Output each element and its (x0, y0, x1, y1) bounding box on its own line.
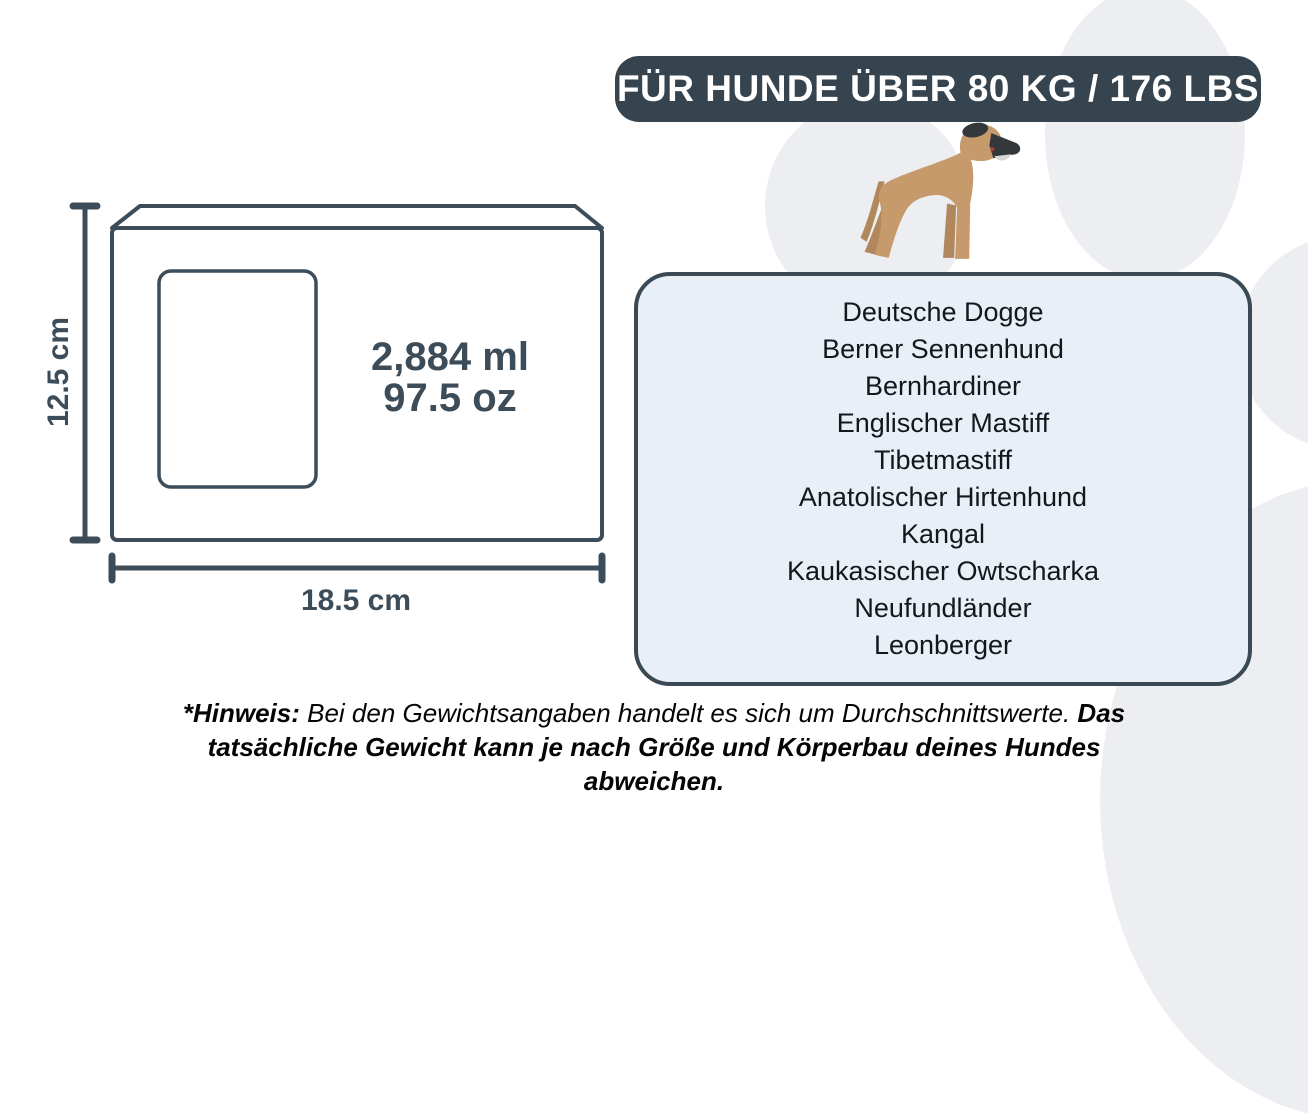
width-dimension-label: 18.5 cm (300, 584, 412, 617)
breed-list-item: Berner Sennenhund (822, 334, 1064, 364)
note-body: Bei den Gewichtsangaben handelt es sich um Durchschnittswerte. (299, 698, 1078, 728)
container-top-face (112, 206, 602, 228)
height-dimension-label: 12.5 cm (42, 316, 75, 428)
dog-muzzle (989, 133, 1020, 158)
container-window (159, 271, 316, 487)
breed-list-item: Bernhardiner (864, 371, 1022, 401)
breed-list-item: Anatolischer Hirtenhund (798, 482, 1088, 512)
note-prefix: *Hinweis: (182, 698, 300, 728)
volume-ml-label: 2,884 ml (371, 335, 529, 379)
note-suffix: Das tatsächliche Gewicht kann je nach Größe und Körperbau deines Hundes abweichen. (207, 698, 1126, 796)
breed-list-box (634, 272, 1252, 686)
volume-label (340, 337, 560, 419)
note-text (154, 696, 1154, 798)
breed-list-item: Kangal (900, 519, 986, 549)
breed-list-item: Deutsche Dogge (842, 297, 1044, 327)
volume-oz-label: 97.5 oz (383, 376, 517, 420)
breed-list-item: Neufundländer (854, 593, 1032, 623)
breed-list-item: Kaukasischer Owtscharka (786, 556, 1100, 586)
dog-far-front-leg (943, 204, 956, 258)
paw-print-watermark-toe (1045, 0, 1245, 280)
great-dane-dog-illustration (852, 121, 1024, 272)
dog-body (875, 151, 974, 259)
weight-class-banner-label: FÜR HUNDE ÜBER 80 KG / 176 LBS (616, 68, 1260, 109)
breed-list-item: Leonberger (873, 630, 1013, 660)
dog-mouth-dot (990, 147, 994, 151)
width-dimension-line (112, 556, 602, 580)
weight-class-banner (615, 56, 1261, 122)
breed-list-item: Englischer Mastiff (836, 408, 1050, 438)
breed-list-item: Tibetmastiff (873, 445, 1013, 475)
breed-list (787, 294, 1099, 664)
height-dimension-line (73, 206, 97, 540)
